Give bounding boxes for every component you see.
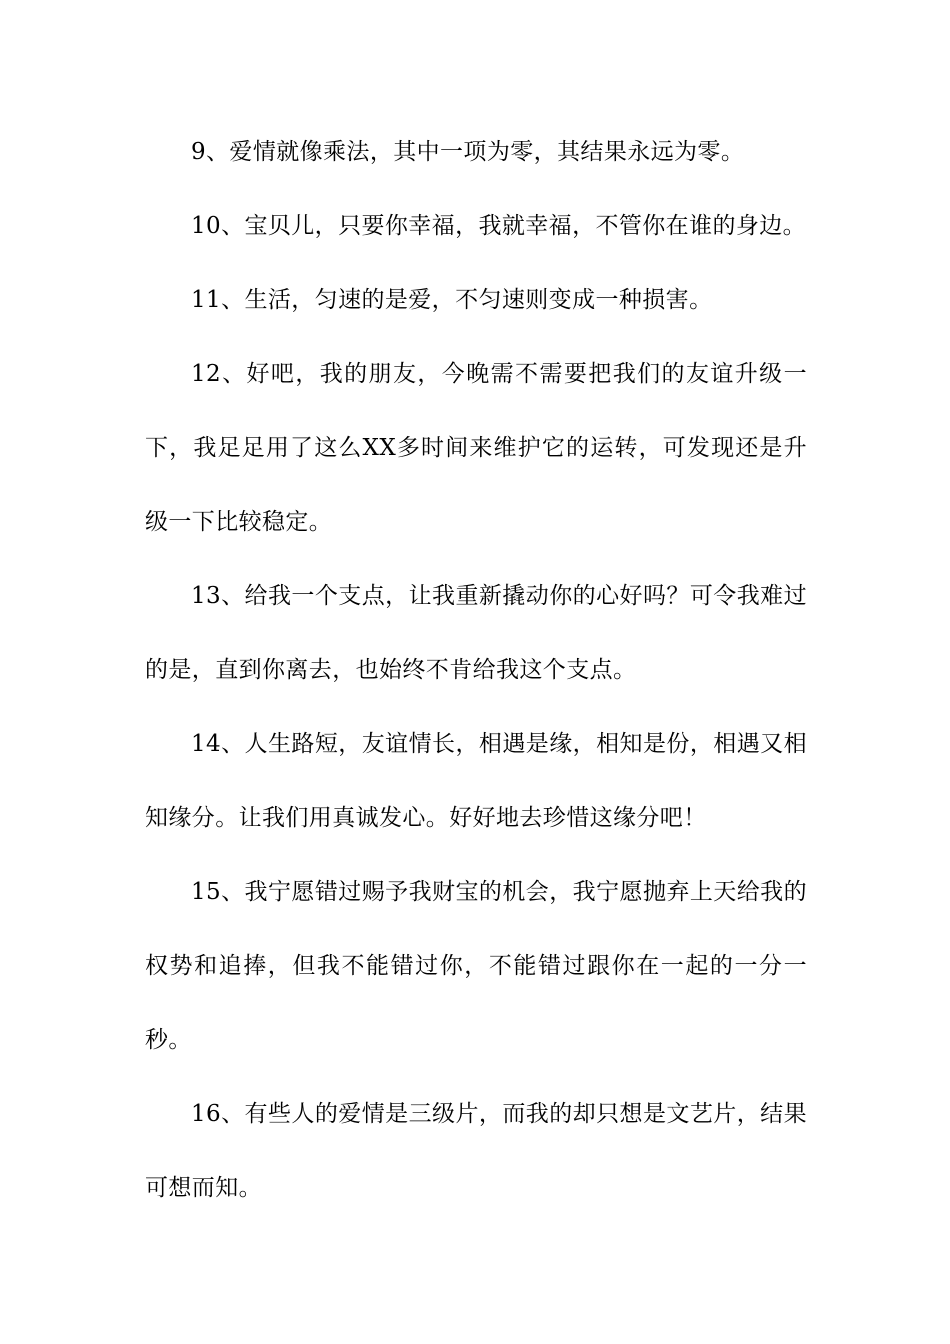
paragraph-11: 11、生活，匀速的是爱，不匀速则变成一种损害。 — [191, 287, 713, 313]
paragraph-9: 9、爱情就像乘法，其中一项为零，其结果永远为零。 — [191, 139, 745, 165]
paragraph-10: 10、宝贝儿，只要你幸福，我就幸福，不管你在谁的身边。 — [191, 213, 807, 239]
paragraph-14: 14、人生路短，友谊情长，相遇是缘，相知是份，相遇又相知缘分。让我们用真诚发心。好好地去珍惜这缘分吧！ — [145, 731, 807, 831]
paragraph-15: 15、我宁愿错过赐予我财宝的机会，我宁愿抛弃上天给我的权势和追捧，但我不能错过你，不能错过跟你在一起的一分一秒。 — [145, 879, 807, 1053]
paragraph-12: 12、好吧，我的朋友，今晚需不需要把我们的友谊升级一下，我足足用了这么XX多时间来维护它的运转，可发现还是升级一下比较稳定。 — [145, 361, 807, 535]
paragraph-13: 13、给我一个支点，让我重新撬动你的心好吗？可令我难过的是，直到你离去，也始终不肯给我这个支点。 — [145, 583, 807, 683]
document-body — [145, 115, 807, 1225]
paragraph-16: 16、有些人的爱情是三级片，而我的却只想是文艺片，结果可想而知。 — [145, 1101, 807, 1201]
